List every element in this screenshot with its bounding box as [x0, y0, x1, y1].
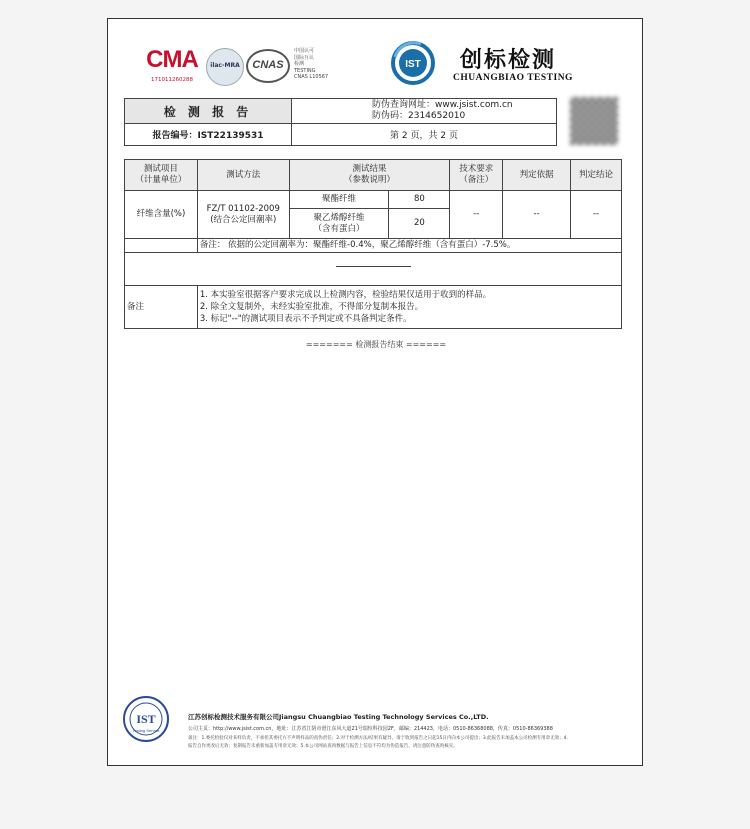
report-page	[107, 18, 643, 766]
header-result: 测试结果 （参数说明）	[289, 160, 450, 191]
verify-code: 防伪码：2314652010	[372, 111, 466, 121]
cnas-logo: CNAS	[246, 49, 290, 83]
results-table	[124, 159, 622, 329]
report-title: 检 测 报 告	[125, 99, 292, 124]
ilac-mra-logo: ilac-MRA	[206, 48, 244, 86]
cell-item: 纤维含量(%)	[125, 191, 198, 239]
cma-logo: CMA 171011260288	[146, 46, 198, 83]
brand-name-cn: 创标检测	[460, 48, 557, 73]
header-conclusion: 判定结论	[571, 160, 622, 191]
report-end-marker: ======= 检测报告结束 ======	[305, 340, 447, 349]
notes-list	[197, 286, 621, 329]
table-header-row	[125, 160, 622, 191]
verify-url: 防伪查询网址：www.jsist.com.cn	[372, 100, 513, 110]
cell-requirement: --	[450, 191, 503, 239]
table-row	[125, 191, 622, 209]
cnas-info: 中国认可 国际互认 检测 TESTING CNAS L10567	[294, 48, 329, 80]
cell-basis: --	[503, 191, 571, 239]
remark-row: 备注： 依据的公定回潮率为：聚酯纤维-0.4%，聚乙烯醇纤维（含有蛋白）-7.5%。	[197, 239, 621, 253]
notes-label: 备注	[125, 286, 198, 329]
ist-logo	[391, 41, 435, 85]
page-info: 第 2 页，共 2 页	[390, 131, 458, 141]
note-item: 2. 除全文复制外，未经实验室批准，不得部分复制本报告。	[199, 302, 424, 312]
notes-row	[125, 286, 622, 329]
cell-method: FZ/T 01102-2009 (结合公定回潮率)	[197, 191, 289, 239]
footer-company: 江苏创标检测技术服务有限公司Jiangsu Chuangbiao Testing Technology Services Co.,LTD.	[188, 713, 489, 721]
note-item: 3. 标记"--"的测试项目表示不予判定或不具备判定条件。	[199, 314, 412, 324]
footer-note: 报告自作更改后无效；复制报告未重新加盖专用章无效；5.本公司网站查询数据与报告上信息不符均为伪造报告，请注意防伪查询核实。	[188, 744, 458, 749]
footer-note: 备注：1.委托检验仅对来样负责，不承担其委托方不声明样品的真伪责任；2.对于检测方法/结果有疑异，请于收到报告之日起15日内向本公司提出；3.此报告未加盖本公司检测专用章无效；4.	[188, 736, 568, 741]
svg-text:IST: IST	[136, 712, 156, 726]
ist-seal-icon	[122, 695, 170, 743]
svg-text:IST: IST	[405, 59, 421, 70]
brand-name-en: CHUANGBIAO TESTING	[453, 73, 573, 83]
table-row	[125, 239, 622, 253]
cell-fiber1-value: 80	[389, 191, 450, 209]
note-item: 1. 本实验室很据客户要求完成以上检测内容，检验结果仅适用于收到的样品。	[199, 290, 492, 300]
cell-conclusion: --	[571, 191, 622, 239]
report-number: 报告编号：IST22139531	[125, 124, 292, 145]
report-info-box	[124, 98, 557, 146]
cell-fiber2-name: 聚乙烯醇纤维 （含有蛋白）	[289, 209, 389, 239]
divider	[336, 266, 411, 267]
cell-fiber2-value: 20	[389, 209, 450, 239]
cell-fiber1-name: 聚酯纤维	[289, 191, 389, 209]
header-basis: 判定依据	[503, 160, 571, 191]
qr-code	[570, 97, 618, 145]
header-method: 测试方法	[197, 160, 289, 191]
table-row	[125, 253, 622, 286]
header-requirement: 技术要求 （备注）	[450, 160, 503, 191]
footer-address: 公司主页：http://www.jsist.com.cn，地址：江苏省江阴市澄江东风大道21号瑞恒科技园2F，邮编：214423，电话：0510-86368088，传真：0510-86369388	[188, 726, 553, 732]
svg-text:Testing Service: Testing Service	[132, 728, 160, 733]
header-item: 测试项目 （计量单位）	[125, 160, 198, 191]
verify-info	[292, 99, 556, 124]
